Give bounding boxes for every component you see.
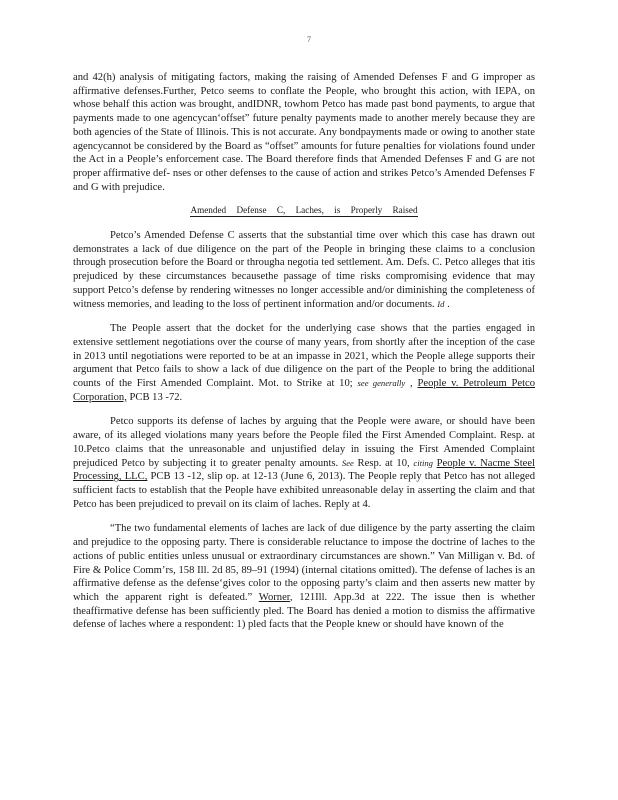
case-cite-petco: PCB 13 -72. — [129, 391, 183, 403]
case-name-petco: People v. Petroleum Petco Corporation, — [73, 378, 536, 403]
see-generally-signal: see generally — [357, 378, 406, 389]
citing-signal: citing — [413, 457, 433, 468]
paragraph-defense-c: Petco’s Amended Defense C asserts that the substantial time over which this case has drawn out demonstrates a lack of due diligence on the part of the People in bringing these claims to a conclusion through prosecution before the Board or througha negotia ted settlement. Am. Defs. C. Petco alleges that itis prejudiced by these circumstances becausethe passage of time risks compromising evidence that may support Petco’s defense by rendering witnesses no longer accessible and/or diminishing the completeness of witness memories, and leading to the loss of pertinent information and/or documents. Id . — [73, 230, 535, 310]
paragraph-petco-supports-text: Petco supports its defense of laches by arguing that the People were aware, or should have been aware, of its alleged violations many years before the People filed the First Amended Complaint. Resp. at 10.Petco claims that the unreasonable and unjustified delay in issuing the First Amended Complaint prejudiced Petco by subjecting it to greater penalty amounts. — [73, 416, 535, 469]
paragraph-laches-elements-text: “The two fundamental elements of laches are lack of due diligence by the party asserting the claim and prejudice to the opposing party. There is considerable reluctance to impose the doctrine of laches to the actions of public entities unless unusual or extraordinary circumstances are shown.” Van Milligan v. Bd. of Fire & Police Comm’rs, 158 Ill. 2d 85, 89–91 (1994) (internal citations omitted). The defense of laches is an affirmative defense as the defense‘gives color to the opposing party’s claim and then asserts new matter by which the apparent right is defeated.” — [73, 523, 535, 603]
paragraph-laches-elements-end: , 121Ill. App.3d at 222. The issue then is whether theaffirmative defense has been sufficiently pled. The Board has denied a motion to dismiss the affirmative defense of laches where a respondent: 1) pled facts that the People knew or should have known of the — [73, 591, 536, 631]
paragraph-people-assert-text: The People assert that the docket for the underlying case shows that the parties engaged in extensive settlement negotiations over the course of many years, from shortly after the inception of the case in 2013 until negotiations were reported to be at an impasse in 2021, which the People allege supports their argument that Petco fails to show a lack of due diligence on the part of the People to bring the additional counts of the First Amended Complaint. Mot. to Strike at 10; — [73, 323, 535, 390]
paragraph-people-assert: The People assert that the docket for the underlying case shows that the parties engaged in extensive settlement negotiations over the course of many years, from shortly after the inception of the case in 2013 until negotiations were reported to be at an impasse in 2021, which the People allege supports their argument that Petco fails to show a lack of due diligence on the part of the People to bring the additional counts of the First Amended Complaint. Mot. to Strike at 10; see generally , People v. Petroleum Petco Corporation, PCB 13 -72. — [73, 323, 536, 403]
paragraph-petco-supports — [73, 415, 535, 511]
paragraph-petco-supports-end: PCB 13 -12, slip op. at 12-13 (June 6, 2013). The People reply that Petco has not alleged sufficient facts to establish that the People have exhibited unreasonable delay in asserting the claim and that Petco has been prejudiced to prevail on its claim of laches. Reply at 4. — [73, 471, 536, 510]
section-heading-text: Amended Defense C, Laches, is Properly Raised — [190, 205, 418, 216]
section-heading — [73, 204, 535, 218]
resp-cite: Resp. at 10, — [357, 457, 410, 469]
see-signal: See — [341, 457, 354, 468]
paragraph-laches-elements — [73, 522, 535, 632]
page-number: 7 — [307, 35, 311, 44]
case-name-nacme: People v. Nacme Steel Processing, LLC, — [73, 457, 536, 483]
document-body — [73, 71, 535, 632]
paragraph-defense-c-text: Petco’s Amended Defense C asserts that the substantial time over which this case has drawn out demonstrates a lack of due diligence on the part of the People in bringing these claims to a conclusion through prosecution before the Board or througha negotia ted settlement. Am. Defs. C. Petco alleges that itis prejudiced by these circumstances becausethe passage of time risks compromising evidence that may support Petco’s defense by rendering witnesses no longer accessible and/or diminishing the completeness of witness memories, and leading to the loss of pertinent information and/or documents. — [73, 230, 535, 310]
paragraph-defenses-f-g: and 42(h) analysis of mitigating factors, making the raising of Amended Defenses F and G improper as affirmative defenses.Further, Petco seems to conflate the People, who brought this action, with IEPA, on whose behalf this action was brought, andIDNR, towhom Petco has made past bond payments, to argue that payments made to one agencycan‘offset” future penalty payments made to another merely because they are both agencies of the State of Illinois. This is not accurate. Any bondpayments made or owing to another state agencycannot be considered by the Board as “offset” amounts for future penalties for violations found under the Act in a People’s enforcement case. The Board therefore finds that Amended Defenses F and G are not proper affirmative def- nses or other defenses to the cause of action and strikes Petco’s Amended Defenses F and G with prejudice. — [73, 72, 535, 193]
id-citation: Id — [437, 298, 445, 309]
case-name-worner: Worner — [258, 591, 290, 603]
